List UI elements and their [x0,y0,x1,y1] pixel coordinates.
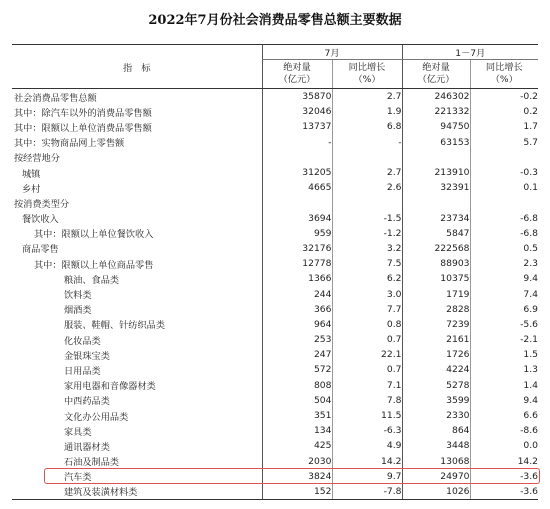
july-abs-value: 572 [262,362,332,377]
cum-yoy-value: 0.0 [470,438,538,453]
july-yoy-value: 2.6 [332,180,402,195]
row-label: 家具类 [64,426,92,438]
cum-yoy-value: -0.2 [470,89,538,105]
july-yoy-value: 14.2 [332,454,402,469]
cum-yoy-value: 0.2 [470,104,538,119]
cum-abs-value: 2330 [402,408,470,423]
july-abs-value: 152 [262,484,332,500]
july-yoy-value: 3.2 [332,241,402,256]
july-abs-value [262,195,332,210]
july-yoy-value: 7.8 [332,393,402,408]
july-yoy-header: 同比增长 （%） [332,60,402,89]
row-label: 商品零售 [22,244,59,256]
july-yoy-value: 7.7 [332,302,402,317]
table-row [12,469,538,484]
row-label: 金银珠宝类 [64,350,110,362]
row-label: 烟酒类 [64,305,92,317]
july-abs-value: 504 [262,393,332,408]
jan-jul-header: 1－7月 [402,45,538,60]
july-yoy-value: - [332,135,402,150]
cum-yoy-header: 同比增长 （%） [470,60,538,89]
row-label: 其中：除汽车以外的消费品零售额 [14,107,152,119]
cum-yoy-value: -0.3 [470,165,538,180]
cum-abs-value: 10375 [402,271,470,286]
cum-abs-value: 5847 [402,226,470,241]
july-yoy-value: 4.9 [332,438,402,453]
table-row [12,302,538,317]
cum-abs-value: 246302 [402,89,470,105]
table-row [12,256,538,271]
row-label: 通讯器材类 [64,441,110,453]
row-label: 粮油、食品类 [64,274,120,286]
row-label: 家用电器和音像器材类 [64,381,156,393]
table-row [12,150,538,165]
july-yoy-value: 0.7 [332,332,402,347]
row-label: 按消费类型分 [14,198,70,210]
cum-yoy-value: 2.3 [470,256,538,271]
table-row [12,438,538,453]
cum-abs-value: 221332 [402,104,470,119]
row-label: 其中：限额以上单位商品零售 [34,259,154,271]
row-label: 乡村 [22,183,41,195]
cum-yoy-value: 9.4 [470,393,538,408]
table-row [12,135,538,150]
july-yoy-value: 6.2 [332,271,402,286]
row-label: 城镇 [22,168,41,180]
july-yoy-value: 1.9 [332,104,402,119]
july-yoy-value: -6.3 [332,423,402,438]
july-abs-value: - [262,135,332,150]
cum-yoy-value: 0.1 [470,180,538,195]
cum-yoy-value: 9.4 [470,271,538,286]
page-title: 2022年7月份社会消费品零售总额主要数据 [148,13,402,28]
cum-yoy-value: -6.8 [470,226,538,241]
july-header: 7月 [262,45,402,60]
july-yoy-value: 6.8 [332,119,402,134]
table-row [12,271,538,286]
table-row [12,408,538,423]
cum-yoy-value: 1.5 [470,347,538,362]
july-abs-value: 4665 [262,180,332,195]
july-yoy-value: 9.7 [332,469,402,484]
cum-yoy-value: -8.6 [470,423,538,438]
row-label: 社会消费品零售总额 [14,92,97,104]
cum-yoy-value: 5.7 [470,135,538,150]
july-abs-value: 351 [262,408,332,423]
cum-abs-value: 1026 [402,484,470,500]
july-abs-value [262,150,332,165]
july-abs-value: 35870 [262,89,332,105]
cum-abs-value: 2161 [402,332,470,347]
cum-yoy-value: 7.4 [470,286,538,301]
cum-abs-value: 24970 [402,469,470,484]
row-label: 餐饮收入 [22,214,59,226]
cum-abs-value: 13068 [402,454,470,469]
table-row [12,317,538,332]
cum-abs-value [402,195,470,210]
cum-abs-value: 88903 [402,256,470,271]
july-yoy-value: -1.2 [332,226,402,241]
cum-abs-value [402,150,470,165]
july-abs-value: 31205 [262,165,332,180]
july-abs-value: 244 [262,286,332,301]
july-abs-value: 366 [262,302,332,317]
cum-yoy-value: -5.6 [470,317,538,332]
table-row [12,347,538,362]
july-abs-value: 959 [262,226,332,241]
table-row [12,89,538,105]
cum-yoy-value: 6.9 [470,302,538,317]
table-row [12,211,538,226]
july-yoy-value [332,150,402,165]
cum-abs-value: 94750 [402,119,470,134]
july-abs-value: 2030 [262,454,332,469]
cum-abs-header: 绝对量 （亿元） [402,60,470,89]
table-row [12,393,538,408]
july-abs-value: 253 [262,332,332,347]
july-abs-value: 808 [262,378,332,393]
july-yoy-value: 2.7 [332,165,402,180]
cum-abs-value: 3448 [402,438,470,453]
row-label: 其中：限额以上单位消费品零售额 [14,122,152,134]
cum-abs-value: 1719 [402,286,470,301]
cum-abs-value: 864 [402,423,470,438]
row-label: 文化办公用品类 [64,411,129,423]
cum-yoy-value: 1.3 [470,362,538,377]
july-yoy-value: 0.7 [332,362,402,377]
july-abs-value: 12778 [262,256,332,271]
row-label: 石油及制品类 [64,457,120,469]
july-abs-value: 3694 [262,211,332,226]
cum-yoy-value: 14.2 [470,454,538,469]
cum-yoy-value: 0.5 [470,241,538,256]
july-abs-value: 32046 [262,104,332,119]
row-label: 汽车类 [64,472,92,484]
table-row [12,423,538,438]
row-label: 中西药品类 [64,396,110,408]
july-abs-header: 绝对量 （亿元） [262,60,332,89]
july-abs-value: 1366 [262,271,332,286]
table-row [12,286,538,301]
july-yoy-value: 3.0 [332,286,402,301]
table-row [12,119,538,134]
table-row [12,165,538,180]
table-row [12,226,538,241]
row-label: 建筑及装潢材料类 [12,484,262,500]
row-label: 日用品类 [64,365,101,377]
july-yoy-value: -7.8 [332,484,402,500]
cum-abs-value: 1726 [402,347,470,362]
cum-abs-value: 4224 [402,362,470,377]
row-label: 其中：实物商品网上零售额 [14,138,125,150]
july-abs-value: 134 [262,423,332,438]
table-row [12,180,538,195]
cum-yoy-value: -2.1 [470,332,538,347]
cum-abs-value: 222568 [402,241,470,256]
table-row [12,241,538,256]
july-abs-value: 3824 [262,469,332,484]
july-abs-value: 964 [262,317,332,332]
july-abs-value: 425 [262,438,332,453]
july-yoy-value: 7.1 [332,378,402,393]
cum-abs-value: 63153 [402,135,470,150]
table-row [12,362,538,377]
cum-abs-value: 23734 [402,211,470,226]
retail-sales-table [12,44,538,500]
july-yoy-value: 11.5 [332,408,402,423]
cum-abs-value: 5278 [402,378,470,393]
row-label: 化妆品类 [64,335,101,347]
row-label: 按经营地分 [14,153,60,165]
cum-abs-value: 3599 [402,393,470,408]
indicator-header: 指 标 [12,45,262,89]
cum-yoy-value: -3.6 [470,469,538,484]
table-row [12,378,538,393]
cum-yoy-value [470,150,538,165]
cum-abs-value: 7239 [402,317,470,332]
cum-abs-value: 2828 [402,302,470,317]
row-label: 饮料类 [64,290,92,302]
july-abs-value: 247 [262,347,332,362]
july-yoy-value: 2.7 [332,89,402,105]
table-row [12,484,538,500]
header-row-top [12,45,538,60]
july-yoy-value: 7.5 [332,256,402,271]
cum-abs-value: 32391 [402,180,470,195]
cum-yoy-value: 1.4 [470,378,538,393]
cum-yoy-value: 1.7 [470,119,538,134]
table-row [12,195,538,210]
july-yoy-value: -1.5 [332,211,402,226]
table-row [12,332,538,347]
table-row [12,454,538,469]
table-row [12,104,538,119]
cum-yoy-value: -3.6 [470,484,538,500]
july-abs-value: 32176 [262,241,332,256]
july-yoy-value [332,195,402,210]
row-label: 其中：限额以上单位餐饮收入 [34,229,154,241]
cum-abs-value: 213910 [402,165,470,180]
cum-yoy-value: 6.6 [470,408,538,423]
july-abs-value: 13737 [262,119,332,134]
cum-yoy-value [470,195,538,210]
july-yoy-value: 22.1 [332,347,402,362]
cum-yoy-value: -6.8 [470,211,538,226]
july-yoy-value: 0.8 [332,317,402,332]
row-label: 服装、鞋帽、针纺织品类 [64,320,166,332]
